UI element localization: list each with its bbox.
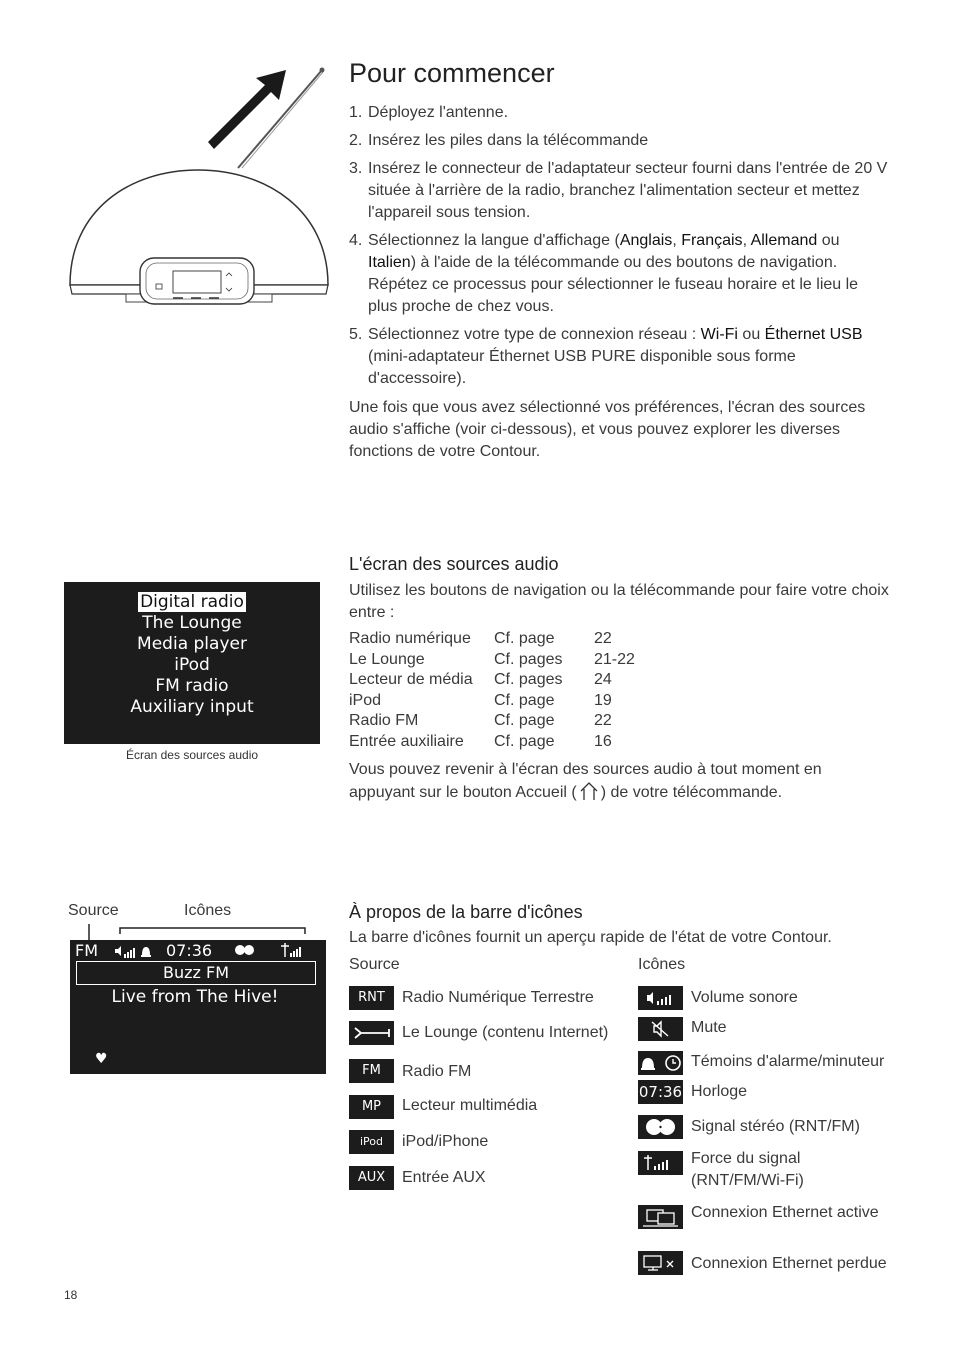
alarm-timer-icon [638,1051,683,1075]
ethernet-active-icon [638,1205,683,1229]
step-3: 3. Insérez le connecteur de l'adaptateur secteur fourni dans l'entrée de 20 V située à l'arrière de la radio, branchez l'alimentation secteur et mettez l'appareil sous tension. [349,160,888,221]
arrow-icon [208,70,286,149]
screen-text: Live from The Hive! [111,987,279,1007]
mp-badge: MP [349,1095,394,1119]
page-number: 18 [64,1288,78,1302]
home-icon [577,781,601,801]
source-screen [64,582,320,744]
clock-badge: 07:36 [638,1080,683,1104]
source-label-lounge: Le Lounge (contenu Internet) [402,1024,609,1041]
icon-label-volume: Volume sonore [691,989,798,1006]
step-1: 1. Déployez l'antenne. [349,104,509,121]
source-label-aux: Entrée AUX [402,1169,486,1186]
screen-time: 07:36 [166,941,213,960]
source-column-label: Source [349,956,400,973]
table-row: Radio numérique Cf. page 22 [349,630,612,647]
icon-label-signal: Force du signal (RNT/FM/Wi-Fi) [691,1150,804,1189]
iconbar-screen [70,940,326,1074]
ethernet-lost-icon [638,1251,683,1275]
sources-table [349,629,635,752]
stereo-icon-legend [638,1115,683,1139]
icon-label-mute: Mute [691,1019,727,1036]
heart-icon: ♥ [95,1051,108,1067]
screen-fm: FM [75,941,99,960]
step-5: 5. Sélectionnez votre type de connexion réseau : Wi-Fi ou Éthernet USB (mini-adaptateur Éthernet USB PURE disponible sous forme d'accessoire). [349,326,863,387]
table-row: Radio FM Cf. page 22 [349,712,612,729]
volume-bell-icons [114,943,156,959]
diagram-icons-label: Icônes [184,902,232,919]
icons-column-label: Icônes [638,956,686,973]
table-row: Entrée auxiliaire Cf. page 16 [349,732,612,750]
screen-item-lounge: The Lounge [142,613,242,633]
table-row: Lecteur de média Cf. pages 24 [349,671,612,688]
screen-station: Buzz FM [76,961,316,985]
rnt-badge: RNT [349,986,394,1010]
screen-item-fm-radio: FM radio [155,676,229,696]
sources-intro: Utilisez les boutons de navigation ou la télécommande pour faire votre choix entre : [349,582,889,621]
source-label-rnt: Radio Numérique Terrestre [402,989,594,1006]
aux-badge: AUX [349,1166,394,1190]
screen-item-ipod: iPod [174,655,210,675]
step-4: 4. Sélectionnez la langue d'affichage (Anglais, Français, Allemand ou Italien) à l'aide de la télécommande ou des boutons de navigation. Répétez ce processus pour sélectionner le fuseau horaire et le lieu le plus proche de chez vous. [349,232,859,315]
table-row: iPod Cf. page 19 [349,691,612,709]
iconbar-heading: À propos de la barre d'icônes [349,902,583,922]
fm-badge: FM [349,1059,394,1083]
sources-outro: Vous pouvez revenir à l'écran des sources audio à tout moment en appuyant sur le bouton Accueil ( ) de votre télécommande. [349,761,822,801]
source-label-mp: Lecteur multimédia [402,1097,538,1114]
steps-list [349,102,889,396]
signal-strength-icon [638,1151,683,1175]
screen-item-aux: Auxiliary input [130,697,254,717]
ipod-badge: iPod [349,1130,394,1154]
after-steps-paragraph: Une fois que vous avez sélectionné vos préférences, l'écran des sources audio s'affiche (voir ci-dessous), et vous pouvez explorer les diverses fonctions de votre Contour. [349,399,866,460]
icon-label-alarm: Témoins d'alarme/minuteur [691,1053,885,1070]
screen-item-media-player: Media player [137,634,247,654]
screen-item-digital-radio: Digital radio [140,592,244,612]
step-2: 2. Insérez les piles dans la télécommande [349,132,649,149]
diagram-bracket [70,920,320,942]
signal-icon [280,942,302,958]
icon-label-ethernet-lost: Connexion Ethernet perdue [691,1255,887,1272]
volume-icon [638,986,683,1010]
stereo-icon [235,944,255,956]
lounge-icon [349,1021,394,1045]
iconbar-intro: La barre d'icônes fournit un aperçu rapide de l'état de votre Contour. [349,929,832,946]
mute-icon [638,1017,683,1041]
sources-heading: L'écran des sources audio [349,554,559,574]
radio-illustration [60,60,340,325]
icon-label-stereo: Signal stéréo (RNT/FM) [691,1118,860,1135]
icon-label-ethernet-active: Connexion Ethernet active [691,1204,879,1221]
table-row: Le Lounge Cf. pages 21-22 [349,650,635,668]
icon-label-clock: Horloge [691,1083,748,1100]
diagram-source-label: Source [68,902,119,919]
screen-caption: Écran des sources audio [125,748,259,762]
page-title: Pour commencer [349,58,555,88]
source-label-fm: Radio FM [402,1063,472,1080]
source-label-ipod: iPod/iPhone [402,1133,489,1150]
